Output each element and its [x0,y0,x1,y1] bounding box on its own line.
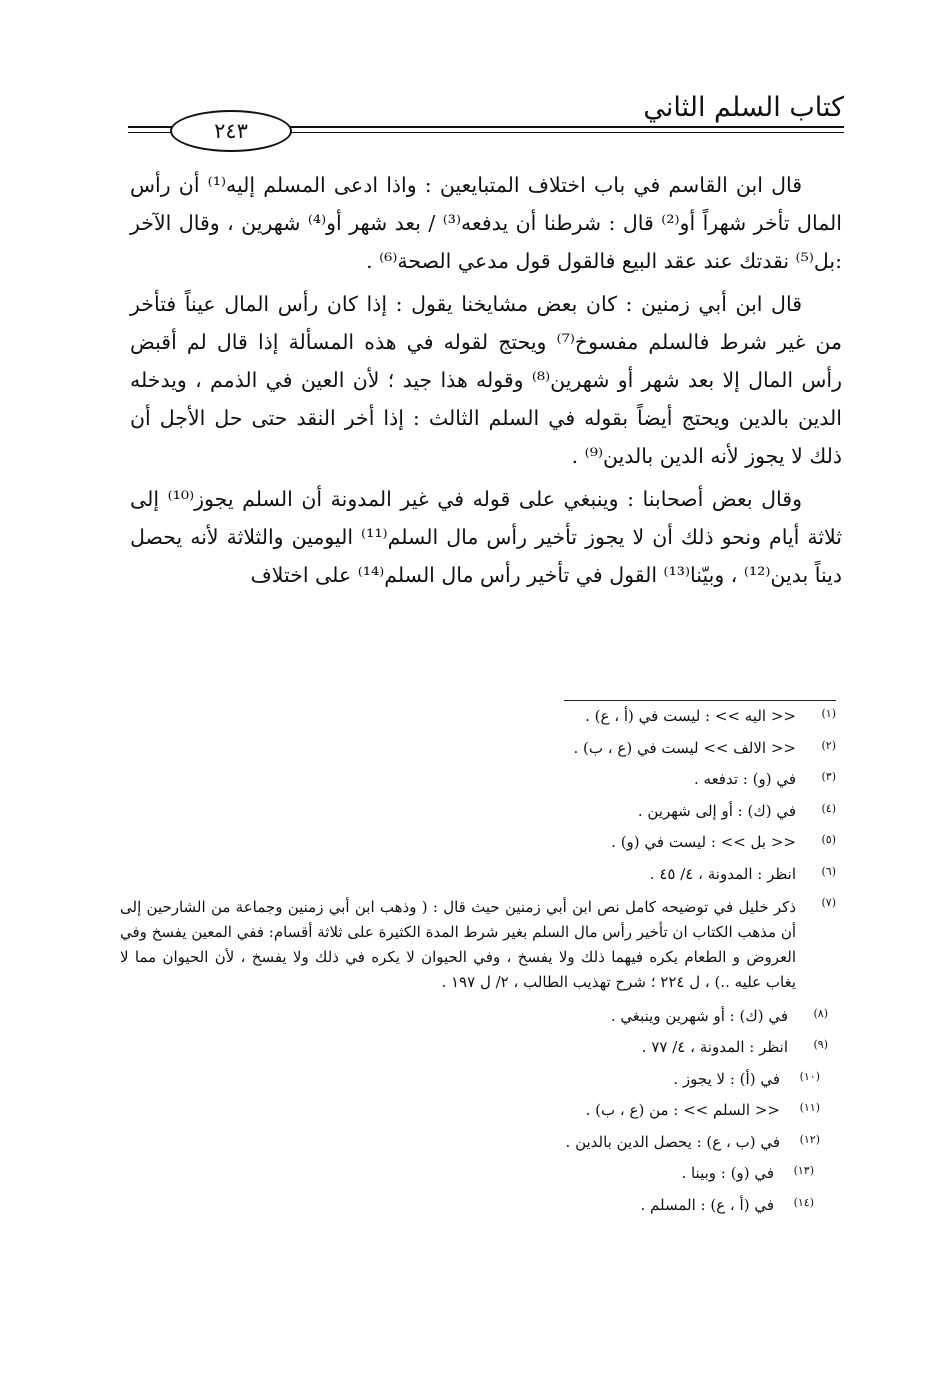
footnote-13 [120,1163,814,1184]
footnote-10 [120,1069,820,1090]
footnote-number: (٧) [821,896,836,909]
footnote-number: (١٠) [799,1069,820,1083]
footnote-text: في (ب ، ع) : يحصل الدين بالدين . [565,1132,780,1151]
footnote-number: (٢) [821,738,836,752]
book-title: كتاب السلم الثاني [643,92,844,123]
footnote-separator [564,700,836,701]
footnote-number: (١) [821,707,836,720]
footnote-text: ذكر خليل في توضيحه كامل نص ابن أبي زمنين حيث قال : ( وذهب ابن أبي زمنين وجماعة من الشارحين إلى أن مذهب الكتاب ان تأخير رأس مال السلم بغير شرط المدة الكثيرة على ثلاثة أقسام: ففي المعين يفسخ وفي العروض و الطعام يكره فيهما ذلك ولا يفسخ ، وفي الحيوان لا يكره في ذلك ولا يفسخ ، لأن الحيوان مما لا يغاب عليه ..) ، ل ٢٢٤ ؛ شرح تهذيب الطالب ، ٢/ ل ١٩٧ . [120,898,796,991]
footnote-5 [120,832,836,853]
main-text [130,166,842,598]
footnote-text: في (أ ، ع) : المسلم . [640,1195,774,1214]
page-number-oval [170,110,292,152]
footnote-text: في (و) : وبينا . [681,1164,774,1182]
footnote-number: (٦) [821,864,836,878]
footnote-text: << الالف >> ليست في (ع ، ب) . [573,738,796,757]
footnote-text: << بل >> : ليست في (و) . [611,833,796,851]
footnote-8 [120,1006,828,1027]
footnote-11 [120,1100,820,1121]
footnote-text: انظر : المدونة ، ٤/ ٧٧ . [641,1038,788,1056]
footnote-1 [120,706,836,727]
paragraph-3: وقال بعض أصحابنا : وينبغي على قوله في غير المدونة أن السلم يجوز⁽¹⁰⁾ إلى ثلاثة أيام ونحو ذلك أن لا يجوز تأخير رأس مال السلم⁽¹¹⁾ اليومين والثلاثة لأنه يحصل ديناً بدين⁽¹²⁾ ، وبيّنا⁽¹³⁾ القول في تأخير رأس مال السلم⁽¹⁴⁾ على اختلاف [130,486,842,588]
footnote-2 [120,738,836,759]
footnote-number: (١٢) [799,1132,820,1146]
page-number: ٢٤٣ [214,119,248,143]
footnote-text: انظر : المدونة ، ٤/ ٤٥ . [649,864,796,883]
footnote-number: (١٤) [793,1195,814,1209]
footnote-text: في (أ) : لا يجوز . [673,1069,780,1088]
footnote-text: في (ك) : أو إلى شهرين . [637,801,796,820]
footnote-number: (٣) [821,770,836,783]
footnote-3 [120,769,836,790]
footnote-number: (٤) [821,801,836,815]
footnote-number: (٨) [813,1006,828,1020]
paragraph-1: قال ابن القاسم في باب اختلاف المتبايعين : واذا ادعى المسلم إليه⁽¹⁾ أن رأس المال تأخر شهراً أو⁽²⁾ قال : شرطنا أن يدفعه⁽³⁾ / بعد شهر أو⁽⁴⁾ شهرين ، وقال الآخر :بل⁽⁵⁾ نقدتك عند عقد البيع فالقول قول مدعي الصحة⁽⁶⁾ . [130,173,842,274]
footnote-12 [120,1132,820,1153]
footnote-number: (١٣) [793,1164,814,1177]
footnote-number: (٩) [813,1038,828,1051]
footnotes [120,706,836,1226]
footnote-text: << اليه >> : ليست في (أ ، ع) . [585,707,796,725]
footnote-6 [120,864,836,885]
page-header [128,82,844,172]
footnote-number: (٥) [821,833,836,846]
footnote-4 [120,801,836,822]
paragraph-2: قال ابن أبي زمنين : كان بعض مشايخنا يقول : إذا كان رأس المال عيناً فتأخر من غير شرط فالسلم مفسوخ⁽⁷⁾ ويحتج لقوله في هذه المسألة إذا قال لم أقبض رأس المال إلا بعد شهر أو شهرين⁽⁸⁾ وقوله هذا جيد ؛ لأن العين في الذمم ، ويدخله الدين بالدين ويحتج أيضاً بقوله في السلم الثالث : إذا أخر النقد حتى حل الأجل أن ذلك لا يجوز لأنه الدين بالدين⁽⁹⁾ . [130,291,842,469]
footnote-text: في (و) : تدفعه . [693,770,796,788]
footnote-14 [120,1195,814,1216]
footnote-text: << السلم >> : من (ع ، ب) . [585,1101,780,1119]
footnote-7 [120,895,836,995]
footnote-9 [120,1037,828,1058]
footnote-text: في (ك) : أو شهرين وينبغي . [610,1006,788,1025]
footnote-number: (١١) [799,1101,820,1114]
